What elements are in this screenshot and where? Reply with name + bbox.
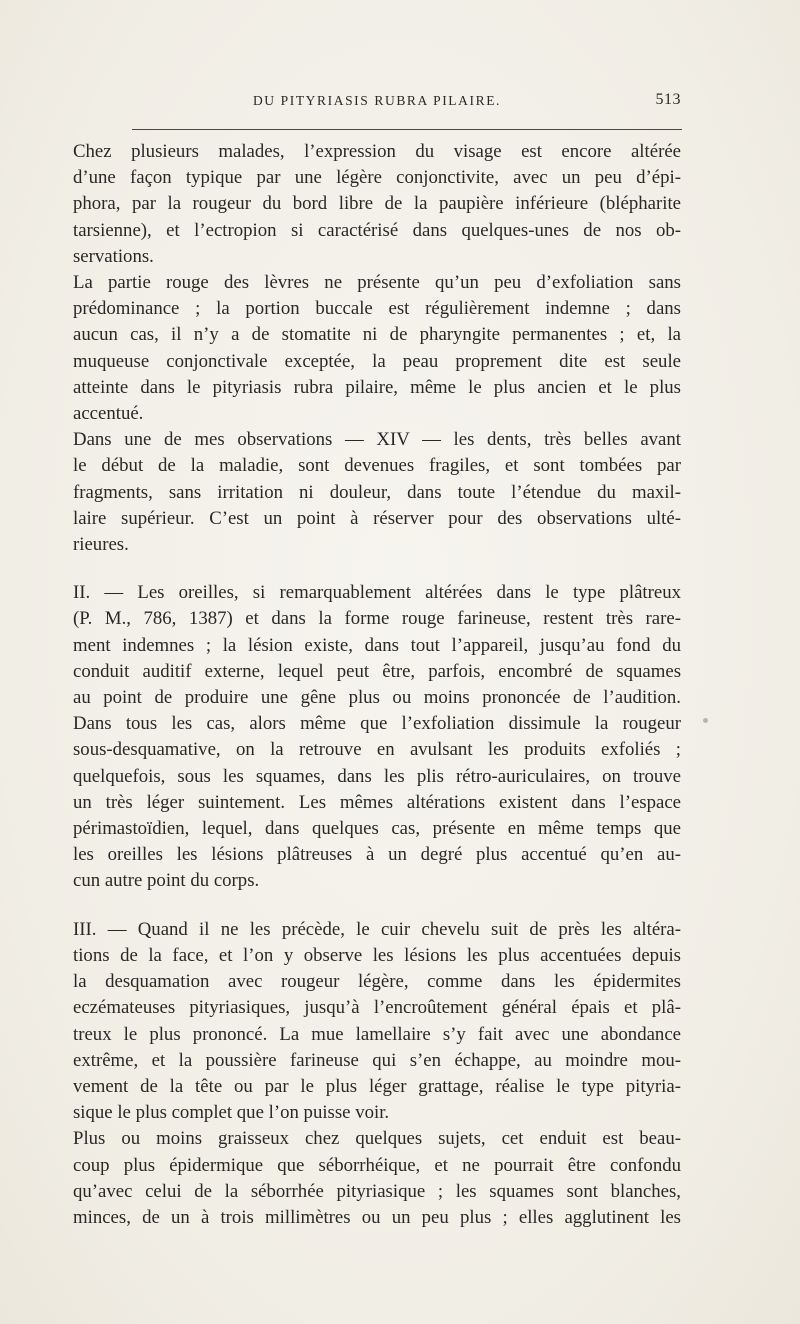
text-line: laire supérieur. C’est un point à réserver pour des observations ulté- bbox=[73, 507, 681, 529]
page-body bbox=[73, 139, 681, 1231]
text-line: qu’avec celui de la séborrhée pityriasique ; les squames sont blanches, bbox=[73, 1180, 681, 1202]
text-line: d’une façon typique par une légère conjonctivite, avec un peu d’épi- bbox=[73, 167, 681, 189]
text-line: prédominance ; la portion buccale est régulièrement indemne ; dans bbox=[73, 298, 681, 320]
header-rule bbox=[132, 129, 682, 130]
text-line: coup plus épidermique que séborrhéique, et ne pourrait être confondu bbox=[73, 1154, 681, 1176]
text-line: ment indemnes ; la lésion existe, dans tout l’appareil, jusqu’au fond du bbox=[73, 634, 681, 656]
text-line: le début de la maladie, sont devenues fragiles, et sont tombées par bbox=[73, 455, 681, 477]
text-line: fragments, sans irritation ni douleur, dans toute l’étendue du maxil- bbox=[73, 481, 681, 503]
text-line: muqueuse conjonctivale exceptée, la peau proprement dite est seule bbox=[73, 350, 681, 372]
text-line: aucun cas, il n’y a de stomatite ni de pharyngite permanentes ; et, la bbox=[73, 324, 681, 346]
text-line: tions de la face, et l’on y observe les lésions les plus accentuées depuis bbox=[73, 944, 681, 966]
text-line: tarsienne), et l’ectropion si caractérisé dans quelques-unes de nos ob- bbox=[73, 219, 681, 241]
text-line: accentué. bbox=[73, 403, 144, 425]
text-line: minces, de un à trois millimètres ou un peu plus ; elles agglutinent les bbox=[73, 1206, 681, 1228]
text-line: Dans une de mes observations — XIV — les dents, très belles avant bbox=[73, 429, 681, 451]
text-line: sique le plus complet que l’on puisse voir. bbox=[73, 1102, 390, 1124]
section-gap bbox=[73, 558, 681, 580]
paragraph bbox=[73, 1126, 681, 1231]
text-line: les oreilles les lésions plâtreuses à un degré plus accentué qu’en au- bbox=[73, 844, 681, 866]
paper-speck bbox=[703, 718, 708, 723]
running-head bbox=[73, 91, 681, 113]
paragraph bbox=[73, 427, 681, 558]
text-line: rieures. bbox=[73, 534, 129, 556]
page-number: 513 bbox=[655, 91, 681, 108]
paragraph bbox=[73, 139, 681, 270]
text-line: eczémateuses pityriasiques, jusqu’à l’encroûtement général épais et plâ- bbox=[73, 997, 681, 1019]
paragraph bbox=[73, 917, 681, 1127]
text-line: quelquefois, sous les squames, dans les plis rétro-auriculaires, on trouve bbox=[73, 765, 681, 787]
text-line: phora, par la rougeur du bord libre de la paupière inférieure (blépharite bbox=[73, 193, 681, 215]
text-line: Plus ou moins graisseux chez quelques sujets, cet enduit est beau- bbox=[73, 1128, 681, 1150]
text-line: III. — Quand il ne les précède, le cuir chevelu suit de près les altéra- bbox=[73, 918, 681, 940]
text-line: extrême, et la poussière farineuse qui s’en échappe, au moindre mou- bbox=[73, 1049, 681, 1071]
section-gap bbox=[73, 895, 681, 917]
text-line: Dans tous les cas, alors même que l’exfoliation dissimule la rougeur bbox=[73, 713, 681, 735]
text-line: conduit auditif externe, lequel peut être, parfois, encombré de squames bbox=[73, 660, 681, 682]
paragraph bbox=[73, 270, 681, 427]
text-line: La partie rouge des lèvres ne présente qu’un peu d’exfoliation sans bbox=[73, 272, 681, 294]
text-line: servations. bbox=[73, 245, 154, 267]
text-line: la desquamation avec rougeur légère, comme dans les épidermites bbox=[73, 971, 681, 993]
paragraph bbox=[73, 580, 681, 894]
text-line: au point de produire une gêne plus ou moins prononcée de l’audition. bbox=[73, 687, 681, 709]
text-line: II. — Les oreilles, si remarquablement altérées dans le type plâtreux bbox=[73, 582, 681, 604]
text-line: atteinte dans le pityriasis rubra pilaire, même le plus ancien et le plus bbox=[73, 376, 681, 398]
text-line: un très léger suintement. Les mêmes altérations existent dans l’espace bbox=[73, 791, 681, 813]
text-line: cun autre point du corps. bbox=[73, 870, 260, 892]
text-line: sous-desquamative, on la retrouve en avulsant les produits exfoliés ; bbox=[73, 739, 681, 761]
text-line: treux le plus prononcé. La mue lamellaire s’y fait avec une abondance bbox=[73, 1023, 681, 1045]
text-line: périmastoïdien, lequel, dans quelques cas, présente en même temps que bbox=[73, 818, 681, 840]
running-title: DU PITYRIASIS RUBRA PILAIRE. bbox=[252, 93, 502, 108]
text-line: (P. M., 786, 1387) et dans la forme rouge farineuse, restent très rare- bbox=[73, 608, 681, 630]
text-line: Chez plusieurs malades, l’expression du visage est encore altérée bbox=[73, 141, 681, 162]
text-line: vement de la tête ou par le plus léger grattage, réalise le type pityria- bbox=[73, 1075, 681, 1097]
